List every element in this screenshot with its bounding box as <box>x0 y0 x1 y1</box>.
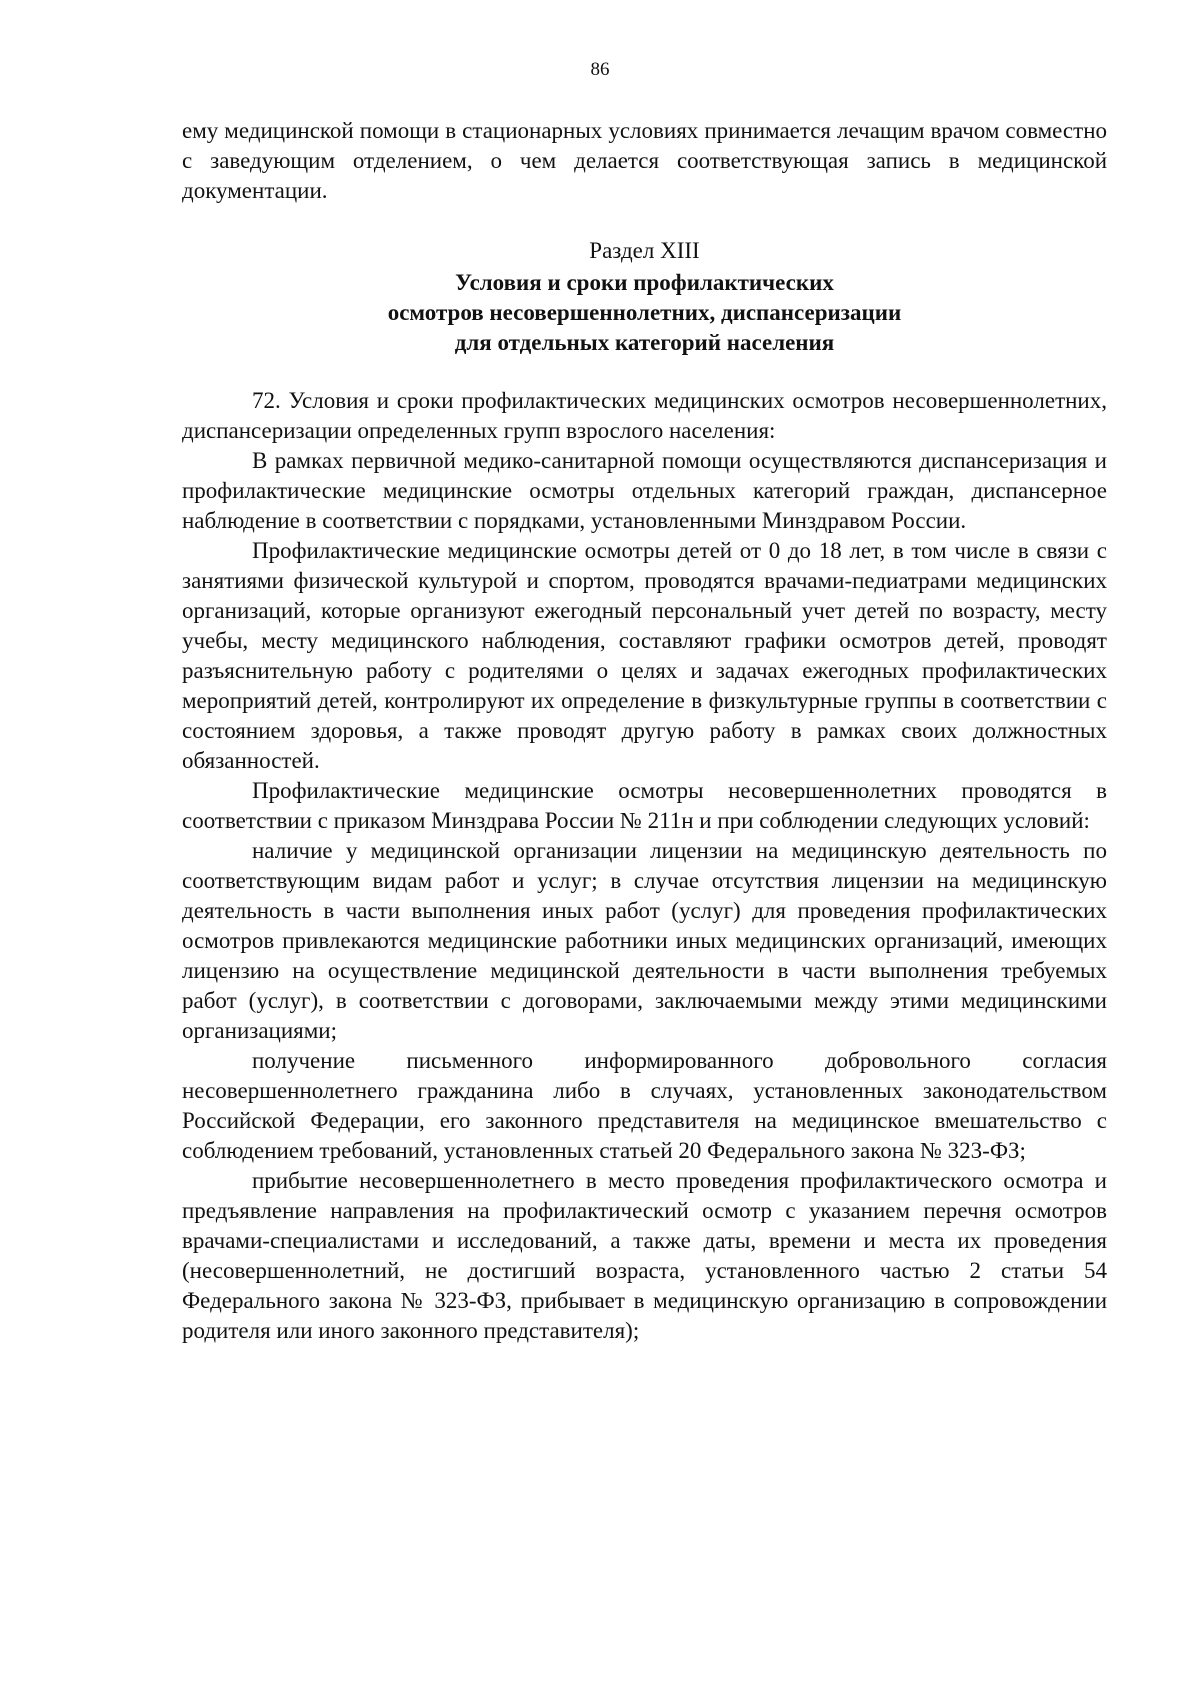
section-title <box>182 268 1107 358</box>
section-heading <box>182 236 1107 358</box>
intro-block <box>182 116 1107 206</box>
paragraph-consent-condition: получение письменного информированного добровольного согласия несовершеннолетнего гражданина либо в случаях, установленных законодательством Российской Федерации, его законного представителя на медицинское вмешательство с соблюдением требований, установленных статьей 20 Федерального закона № 323-ФЗ; <box>182 1048 1107 1163</box>
body-text <box>182 386 1107 1346</box>
section-label: Раздел XIII <box>589 238 700 263</box>
paragraph-arrival-condition: прибытие несовершеннолетнего в место проведения профилактического осмотра и предъявление направления на профилактический осмотр с указанием перечня осмотров врачами-специалистами и исследований, а также даты, времени и места их проведения (несовершеннолетний, не достигший возраста, установленного частью 2 статьи 54 Федерального закона № 323-ФЗ, прибывает в медицинскую организацию в сопровождении родителя или иного законного представителя); <box>182 1168 1107 1343</box>
paragraph-72-heading: 72. Условия и сроки профилактических медицинских осмотров несовершеннолетних, диспансеризации определенных групп взрослого населения: <box>182 388 1107 443</box>
paragraph-minors-conditions: Профилактические медицинские осмотры несовершеннолетних проводятся в соответствии с приказом Минздрава России № 211н и при соблюдении следующих условий: <box>182 778 1107 833</box>
intro-paragraph: ему медицинской помощи в стационарных условиях принимается лечащим врачом совместно с заведующим отделением, о чем делается соответствующая запись в медицинской документации. <box>182 118 1107 203</box>
section-title-line-2: осмотров несовершеннолетних, диспансеризации <box>387 300 902 325</box>
paragraph-license-condition: наличие у медицинской организации лицензии на медицинскую деятельность по соответствующим видам работ и услуг; в случае отсутствия лицензии на медицинскую деятельность в части выполнения иных работ (услуг) для проведения профилактических осмотров привлекаются медицинские работники иных медицинских организаций, имеющих лицензию на осуществление медицинской деятельности в части выполнения требуемых работ (услуг), в соответствии с договорами, заключаемыми между этими медицинскими организациями; <box>182 838 1107 1043</box>
section-title-line-1: Условия и сроки профилактических <box>455 270 834 295</box>
page-number: 86 <box>590 59 610 80</box>
paragraph-children-exams: Профилактические медицинские осмотры детей от 0 до 18 лет, в том числе в связи с занятиями физической культурой и спортом, проводятся врачами-педиатрами медицинских организаций, которые организуют ежегодный персональный учет детей по возрасту, месту учебы, месту медицинского наблюдения, составляют графики осмотров детей, проводят разъяснительную работу с родителями о целях и задачах ежегодных профилактических мероприятий детей, контролируют их определение в физкультурные группы в соответствии с состоянием здоровья, а также проводят другую работу в рамках своих должностных обязанностей. <box>182 538 1107 773</box>
paragraph-primary-care: В рамках первичной медико-санитарной помощи осуществляются диспансеризация и профилактические медицинские осмотры отдельных категорий граждан, диспансерное наблюдение в соответствии с порядками, установленными Минздравом России. <box>182 448 1107 533</box>
section-title-line-3: для отдельных категорий населения <box>454 330 835 355</box>
